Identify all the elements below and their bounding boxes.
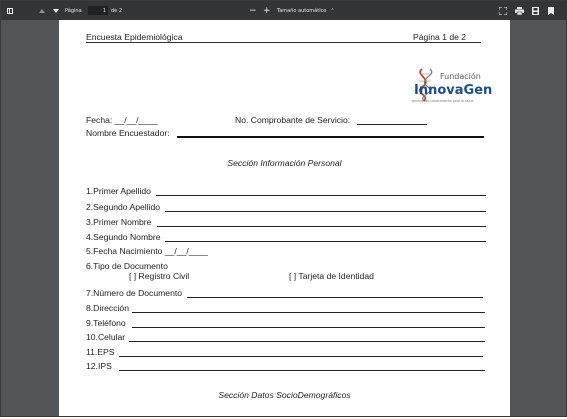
page-number-input[interactable] <box>88 6 108 15</box>
celular-line <box>129 341 485 342</box>
fit-to-page-icon[interactable] <box>498 1 508 20</box>
bookmark-icon[interactable] <box>546 1 556 20</box>
fecha-nacimiento-label: 5.Fecha Nacimiento __/__/____ <box>86 246 208 256</box>
numero-documento-label: 7.Número de Documento <box>86 288 183 298</box>
comprobante-label: No. Comprobante de Servicio: <box>235 115 351 125</box>
logo-tagline: generando conocimiento para la salud <box>412 99 474 103</box>
zoom-caret-icon: ⌃ <box>330 7 335 14</box>
header-rule <box>86 42 481 43</box>
celular-label: 10.Celular <box>86 332 126 342</box>
next-page-icon[interactable] <box>51 1 61 20</box>
segundo-nombre-line <box>165 241 486 242</box>
previous-page-icon[interactable] <box>37 1 47 20</box>
zoom-out-button[interactable]: − <box>249 5 257 16</box>
direccion-line <box>132 312 485 313</box>
print-icon[interactable] <box>514 1 524 20</box>
registro-civil-option: [ ] Registro Civil <box>129 271 190 281</box>
fecha-field: Fecha: __/__/____ <box>86 115 158 125</box>
segundo-apellido-line <box>165 211 486 212</box>
numero-documento-line <box>187 297 483 298</box>
section-socio-heading: Sección Datos SocioDemográficos <box>218 390 351 400</box>
comprobante-line <box>357 124 427 125</box>
primer-nombre-label: 3.Primer Nombre <box>86 217 152 227</box>
eps-line <box>119 356 483 357</box>
sidebar-toggle-icon[interactable] <box>5 1 15 20</box>
page-total: de 2 <box>111 7 123 14</box>
zoom-select[interactable] <box>277 1 335 20</box>
tarjeta-identidad-option: [ ] Tarjeta de Identidad <box>289 271 374 281</box>
innovagen-logo <box>410 65 492 105</box>
pdf-toolbar <box>1 1 566 20</box>
pdf-page <box>59 20 510 416</box>
ips-line <box>119 370 485 371</box>
telefono-label: 9.Teléfono <box>86 318 126 328</box>
primer-nombre-line <box>157 226 486 227</box>
direccion-label: 8.Dirección <box>86 303 129 313</box>
page-label: Página <box>65 7 82 14</box>
telefono-line <box>132 327 485 328</box>
primer-apellido-line <box>156 195 486 196</box>
ips-label: 12.IPS <box>86 361 112 371</box>
eps-label: 11.EPS <box>86 347 115 357</box>
segundo-nombre-label: 4.Segundo Nombre <box>86 232 161 242</box>
download-icon[interactable] <box>530 1 540 20</box>
logo-line1: Fundación <box>440 72 481 81</box>
encuestador-label: Nombre Encuestador: <box>86 128 170 138</box>
segundo-apellido-label: 2.Segundo Apellido <box>86 202 161 212</box>
tipo-documento-label: 6.Tipo de Documento <box>86 261 168 271</box>
document-title: Encuesta Epidemiológica <box>86 32 183 42</box>
logo-line2: InnovaGen <box>414 83 492 98</box>
encuestador-line <box>177 136 484 138</box>
primer-apellido-label: 1.Primer Apellido <box>86 186 151 196</box>
section-personal-heading: Sección Información Personal <box>227 158 342 168</box>
document-page-number: Página 1 de 2 <box>413 32 467 42</box>
zoom-value: Tamaño automático <box>277 7 327 14</box>
zoom-in-button[interactable]: + <box>263 5 271 16</box>
